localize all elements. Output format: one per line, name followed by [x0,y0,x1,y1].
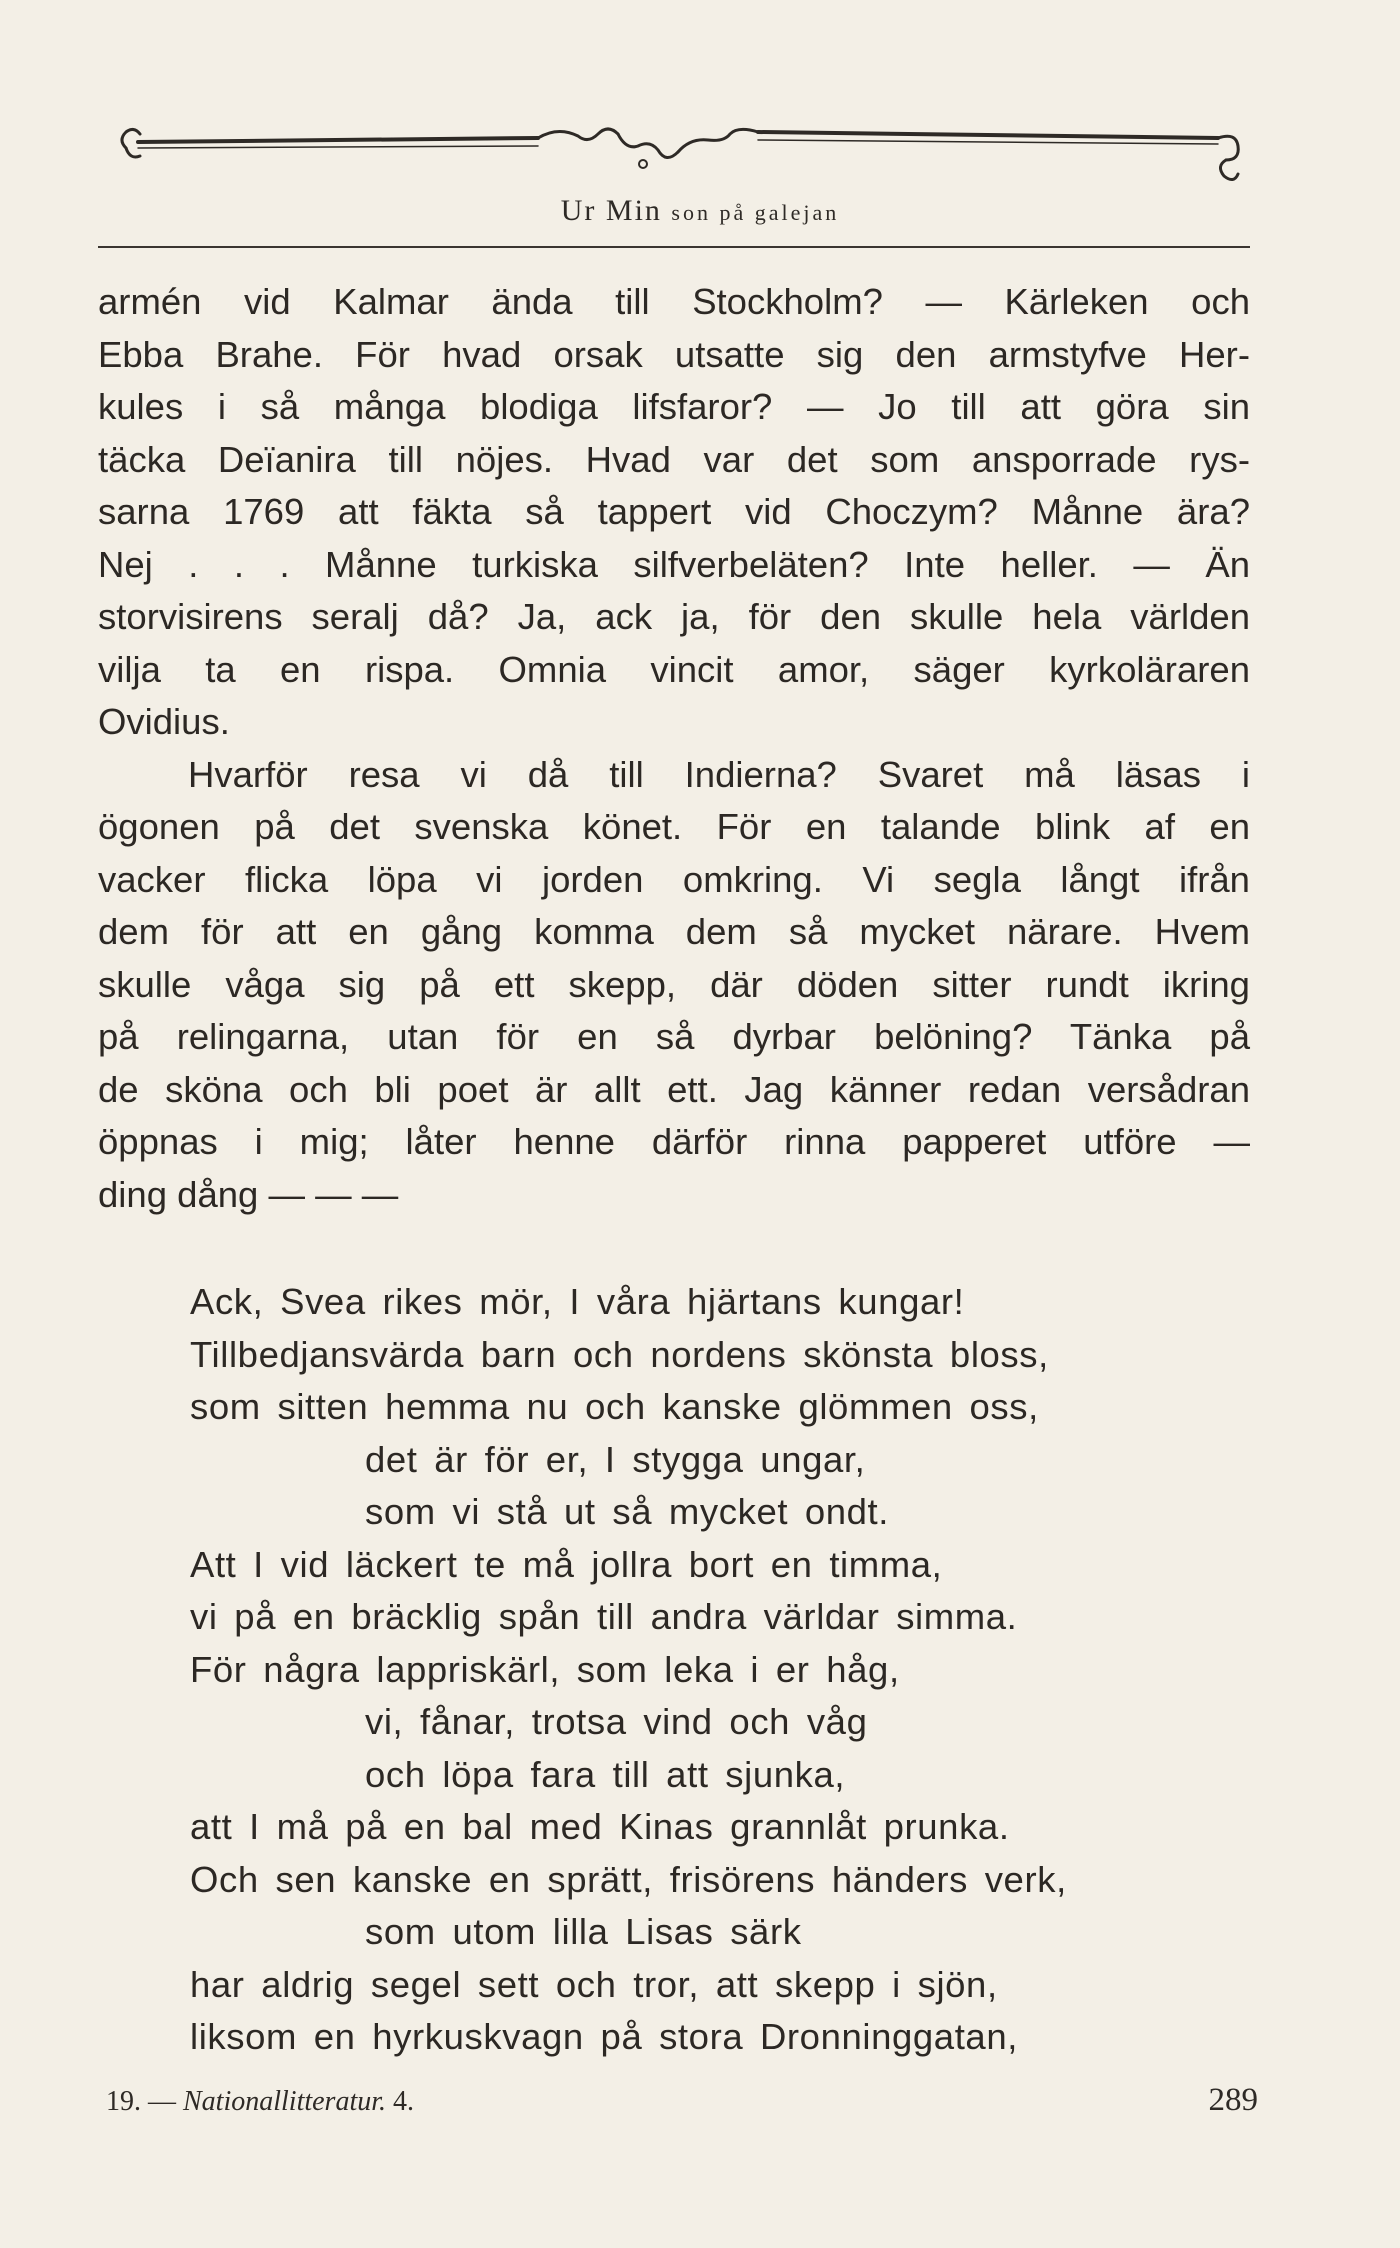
header-rule [98,246,1250,248]
running-head-part1: Ur Min [560,194,662,227]
prose-line: storvisirens seralj då? Ja, ack ja, för den skulle hela världen [98,596,1250,637]
verse-line: Tillbedjansvärda barn och nordens skönsta bloss, [190,1333,1049,1375]
verse-line: som sitten hemma nu och kanske glömmen oss, [190,1386,1039,1427]
prose-line: vacker flicka löpa vi jorden omkring. Vi segla långt ifrån [98,858,1250,900]
prose-line: på relingarna, utan för en så dyrbar belöning? Tänka på [98,1016,1250,1057]
verse-line: som vi stå ut så mycket ondt. [365,1491,890,1532]
volume-number: 4. [393,2086,415,2117]
verse-line: För några lappriskärl, som leka i er håg, [190,1648,900,1690]
verse-line: Och sen kanske en sprätt, frisörens händers verk, [190,1858,1067,1900]
verse-line: vi på en bräcklig spån till andra världar simma. [190,1596,1018,1637]
signature-prefix: 19. — [106,2086,176,2117]
verse-line: Ack, Svea rikes mör, I våra hjärtans kungar! [190,1281,965,1322]
prose-line: Hvarför resa vi då till Indierna? Svaret må läsas i [188,753,1250,795]
verse-line: som utom lilla Lisas särk [365,1911,802,1952]
prose-line: ögonen på det svenska könet. För en talande blink af en [98,806,1250,847]
prose-line: vilja ta en rispa. Omnia vincit amor, säger kyrkoläraren [98,648,1250,690]
prose-line: Nej . . . Månne turkiska silfverbeläten? Inte heller. — Än [98,543,1250,585]
prose-line: armén vid Kalmar ända till Stockholm? — Kärleken och [98,281,1250,322]
verse-line: och löpa fara till att sjunka, [365,1753,846,1795]
prose-line: de sköna och bli poet är allt ett. Jag känner redan versådran [98,1068,1250,1110]
running-head-part2: son på galejan [671,200,840,225]
verse-line: att I må på en bal med Kinas grannlåt prunka. [190,1806,1010,1847]
signature-mark [106,2086,414,2118]
prose-body [98,276,1250,1221]
running-head [0,194,1400,228]
prose-line: skulle våga sig på ett skepp, där döden sitter rundt ikring [98,963,1250,1005]
page-number: 289 [1208,2082,1258,2118]
prose-line: kules i så många blodiga lifsfaror? — Jo till att göra sin [98,386,1250,427]
prose-line: Ebba Brahe. För hvad orsak utsatte sig den armstyfve Her- [98,333,1250,375]
verse-line: vi, fånar, trotsa vind och våg [365,1701,868,1742]
prose-line: sarna 1769 att fäkta så tappert vid Choczym? Månne ära? [98,491,1250,532]
prose-line: dem för att en gång komma dem så mycket närare. Hvem [98,911,1250,952]
verse-line: har aldrig segel sett och tror, att skepp i sjön, [190,1963,998,2005]
prose-line: Ovidius. [98,701,230,742]
prose-line: öppnas i mig; låter henne därför rinna papperet utföre — [98,1121,1250,1162]
journal-name: Nationallitteratur. [183,2086,387,2117]
poem [190,1276,1270,2064]
verse-line: liksom en hyrkuskvagn på stora Dronninggatan, [190,2016,1018,2057]
header-ornament [118,120,1248,200]
prose-line: täcka Deïanira till nöjes. Hvad var det som ansporrade rys- [98,438,1250,480]
verse-line: det är för er, I stygga ungar, [365,1438,866,1480]
verse-line: Att I vid läckert te må jollra bort en timma, [190,1543,943,1585]
prose-line: ding dång — — — [98,1173,399,1215]
